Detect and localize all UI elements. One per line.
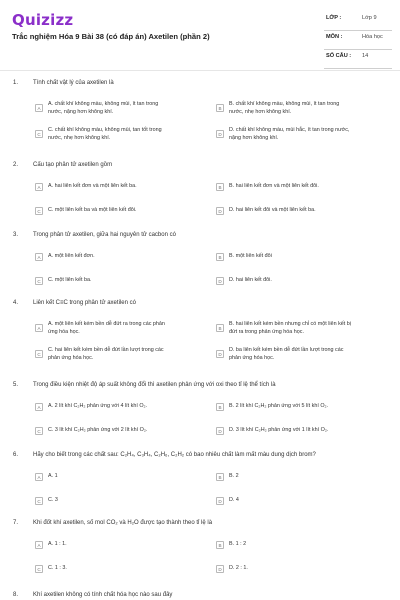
answer-option-c[interactable] [35, 206, 136, 215]
answer-option-d[interactable] [216, 346, 343, 362]
answer-option-d[interactable] [216, 126, 349, 142]
answer-option-d[interactable] [216, 496, 239, 505]
quizizz-logo: Quizizz [12, 11, 74, 29]
option-text: B. hai liên kết kém bền nhưng chỉ có một liên kết bị đứt ra trong phản ứng hóa học. [229, 321, 351, 335]
option-letter-box: C [35, 427, 43, 435]
answer-option-b[interactable] [216, 540, 246, 549]
option-text: D. hai liên kết đôi. [229, 277, 272, 283]
option-letter-box: D [216, 427, 224, 435]
answer-option-b[interactable] [216, 472, 239, 481]
answer-option-a[interactable] [35, 100, 158, 116]
option-text: B. chất khí không màu, không mùi, ít tan trong nước, nhẹ hơn không khí. [229, 101, 340, 115]
meta-class [324, 12, 392, 31]
option-letter-box: D [216, 207, 224, 215]
answer-option-b[interactable] [216, 252, 272, 261]
answer-option-a[interactable] [35, 402, 147, 411]
question-text: Khi đốt khí axetilen, số mol CO₂ và H₂O được tạo thành theo tỉ lệ là [33, 520, 213, 526]
option-text: D. chất khí không màu, mùi hắc, ít tan trong nước, nặng hơn không khí. [229, 127, 350, 141]
option-letter-box: B [216, 253, 224, 261]
option-letter-box: A [35, 473, 43, 481]
option-letter-box: A [35, 183, 43, 191]
answer-option-a[interactable] [35, 472, 58, 481]
meta-subject [324, 31, 392, 50]
option-letter-box: B [216, 541, 224, 549]
answer-option-a[interactable] [35, 320, 165, 336]
option-text: D. 4 [229, 497, 239, 503]
question-number: 2. [13, 162, 19, 168]
option-text: D. ba liên kết kém bền dễ đứt lần lượt trong các phản ứng hóa học. [229, 347, 344, 361]
header-divider [0, 70, 400, 71]
option-text: A. 1 : 1. [48, 541, 67, 547]
option-letter-box: A [35, 104, 43, 112]
option-letter-box: D [216, 565, 224, 573]
option-letter-box: B [216, 324, 224, 332]
answer-option-a[interactable] [35, 182, 137, 191]
question-text: Liên kết C≡C trong phân tử axetilen có [33, 300, 136, 306]
answer-option-d[interactable] [216, 276, 272, 285]
answer-option-a[interactable] [35, 252, 95, 261]
question-text: Cấu tạo phân tử axetilen gồm [33, 162, 113, 168]
option-letter-box: B [216, 104, 224, 112]
question-number: 6. [13, 452, 19, 458]
option-letter-box: C [35, 207, 43, 215]
question-number: 7. [13, 520, 19, 526]
option-letter-box: C [35, 130, 43, 138]
option-text: A. hai liên kết đơn và một liên kết ba. [48, 183, 137, 189]
answer-option-d[interactable] [216, 564, 248, 573]
answer-option-c[interactable] [35, 346, 164, 362]
option-text: B. 1 : 2 [229, 541, 247, 547]
meta-class-label: LỚP : [326, 15, 342, 21]
option-letter-box: D [216, 277, 224, 285]
option-text: C. một liên kết ba và một liên kết đôi. [48, 207, 137, 213]
option-text: D. 3 lít khí C₂H₂ phản ứng với 1 lít khí O₂. [229, 427, 329, 433]
answer-option-c[interactable] [35, 496, 58, 505]
option-letter-box: A [35, 253, 43, 261]
option-letter-box: B [216, 473, 224, 481]
answer-option-c[interactable] [35, 276, 91, 285]
question-text: Trong điều kiện nhiệt độ áp suất không đổi thì axetilen phản ứng với oxi theo tỉ lệ thể tích là [33, 382, 276, 388]
answer-option-b[interactable] [216, 320, 351, 336]
option-text: D. hai liên kết đôi và một liên kết ba. [229, 207, 316, 213]
option-text: A. một liên kết kém bền dễ đứt ra trong các phản ứng hóa học. [48, 321, 165, 335]
question-text: Trong phân tử axetilen, giữa hai nguyên tử cacbon có [33, 232, 176, 238]
option-text: B. hai liên kết đơn và một liên kết đôi. [229, 183, 319, 189]
option-letter-box: A [35, 403, 43, 411]
meta-subject-label: MÔN : [326, 34, 343, 40]
question-text: Khí axetilen không có tính chất hóa học nào sau đây [33, 592, 173, 598]
option-text: A. 1 [48, 473, 58, 479]
option-text: C. 3 lít khí C₂H₂ phản ứng với 2 lít khí O₂. [48, 427, 148, 433]
option-text: C. hai liên kết kém bền dễ đứt lần lượt trong các phản ứng hóa học. [48, 347, 164, 361]
option-text: A. chất khí không màu, không mùi, ít tan trong nước, nặng hơn không khí. [48, 101, 159, 115]
answer-option-c[interactable] [35, 426, 147, 435]
question-number: 5. [13, 382, 19, 388]
option-letter-box: A [35, 541, 43, 549]
option-letter-box: C [35, 497, 43, 505]
question-number: 4. [13, 300, 19, 306]
option-letter-box: D [216, 350, 224, 358]
question-number: 3. [13, 232, 19, 238]
option-text: D. 2 : 1. [229, 565, 248, 571]
option-letter-box: B [216, 183, 224, 191]
answer-option-d[interactable] [216, 206, 316, 215]
option-text: C. một liên kết ba. [48, 277, 92, 283]
option-letter-box: C [35, 277, 43, 285]
question-text: Tính chất vật lý của axetilen là [33, 80, 114, 86]
option-letter-box: C [35, 565, 43, 573]
worksheet-meta [324, 12, 392, 69]
question-number: 1. [13, 80, 19, 86]
option-letter-box: C [35, 350, 43, 358]
answer-option-b[interactable] [216, 182, 319, 191]
question-text: Hãy cho biết trong các chất sau: C₂H₄, C₃H₄, C₂H₆, C₂H₂ có bao nhiêu chất làm mất màu dung dịch brom? [33, 452, 316, 458]
meta-count-value: 14 [362, 53, 369, 59]
option-text: A. một liên kết đơn. [48, 253, 95, 259]
answer-option-c[interactable] [35, 564, 67, 573]
answer-option-b[interactable] [216, 100, 339, 116]
option-text: C. 1 : 3. [48, 565, 67, 571]
meta-count-label: SỐ CÂU : [326, 53, 352, 59]
answer-option-d[interactable] [216, 426, 328, 435]
question-number: 8. [13, 592, 19, 598]
answer-option-a[interactable] [35, 540, 67, 549]
option-text: B. 2 [229, 473, 239, 479]
answer-option-c[interactable] [35, 126, 162, 142]
option-letter-box: D [216, 497, 224, 505]
option-text: B. một liên kết đôi [229, 253, 272, 259]
meta-divider [324, 68, 392, 69]
page-title: Trắc nghiệm Hóa 9 Bài 38 (có đáp án) Axetilen (phần 2) [12, 32, 210, 41]
option-text: A. 2 lít khí C₂H₂ phản ứng với 4 lít khí O₂. [48, 403, 148, 409]
meta-class-value: Lớp 9 [362, 15, 377, 21]
option-letter-box: B [216, 403, 224, 411]
meta-count [324, 50, 392, 69]
option-text: C. chất khí không màu, không mùi, tan tốt trong nước, nhẹ hơn không khí. [48, 127, 162, 141]
option-letter-box: A [35, 324, 43, 332]
meta-subject-value: Hóa học [362, 34, 383, 40]
option-letter-box: D [216, 130, 224, 138]
option-text: C. 3 [48, 497, 58, 503]
answer-option-b[interactable] [216, 402, 328, 411]
option-text: B. 2 lít khí C₂H₂ phản ứng với 5 lít khí O₂. [229, 403, 329, 409]
